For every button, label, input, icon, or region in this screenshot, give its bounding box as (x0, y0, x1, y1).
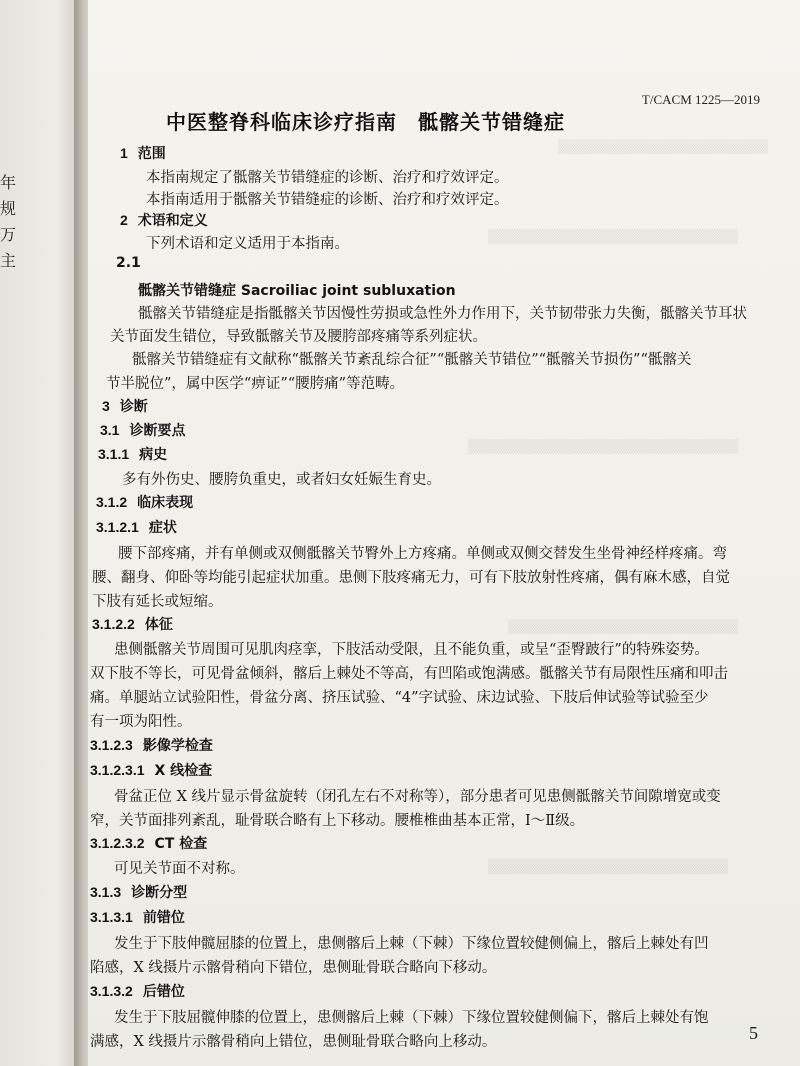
section-title: 术语和定义 (137, 213, 208, 229)
section-number: 1 (120, 145, 128, 161)
section-heading (102, 396, 148, 416)
section-title: 临床表现 (137, 495, 194, 511)
section-title: 症状 (148, 520, 177, 536)
section-heading (90, 882, 187, 902)
paragraph-line: 下肢有延长或短缩。 (92, 594, 223, 610)
left-edge-char: 规 (0, 199, 17, 218)
section-title: 体征 (144, 617, 173, 633)
section-number: 3.1.2.3.1 (90, 762, 145, 778)
section-number: 3.1.2.1 (96, 519, 139, 535)
paragraph-line: 关节面发生错位，导致骶髂关节及腰胯部疼痛等系列症状。 (110, 329, 487, 345)
left-page-edge-text (0, 170, 28, 274)
section-number: 3 (102, 398, 110, 414)
paragraph-line: 骨盆正位 X 线片显示骨盆旋转（闭孔左右不对称等），部分患者可见患侧骶髂关节间隙增宽或变 (114, 789, 721, 805)
section-heading (90, 735, 213, 755)
page-title: 中医整脊科临床诊疗指南 骶髂关节错缝症 (166, 110, 565, 134)
section-number: 3.1.3.2 (90, 983, 133, 999)
section-heading (90, 833, 207, 853)
left-edge-char: 年 (0, 173, 17, 192)
section-number: 3.1.2.2 (92, 616, 135, 632)
section-title: X 线检查 (154, 763, 213, 779)
bleed-through-texture: ▒▒▒▒▒▒▒▒▒▒▒▒▒▒▒▒▒▒▒▒▒▒▒▒▒ (488, 230, 738, 245)
section-heading (100, 420, 185, 440)
paragraph-line: 双下肢不等长，可见骨盆倾斜，髂后上棘处不等高，有凹陷或饱满感。骶髂关节有局限性压痛和叩击 (90, 666, 728, 682)
section-title: 范围 (137, 146, 166, 162)
section-heading (96, 492, 193, 512)
section-number: 3.1.2 (96, 494, 128, 510)
section-title: CT 检查 (154, 836, 208, 852)
paragraph-line: 可见关节面不对称。 (114, 861, 245, 877)
paragraph-line: 发生于下肢屈髋伸膝的位置上，患侧髂后上棘（下棘）下缘位置较健侧偏下，髂后上棘处有饱 (114, 1010, 709, 1026)
document-code: T/CACM 1225—2019 (641, 92, 760, 107)
paragraph-line: 窄，关节面排列紊乱，耻骨联合略有上下移动。腰椎椎曲基本正常，Ⅰ～Ⅱ级。 (90, 813, 585, 829)
page-number: 5 (749, 1023, 758, 1043)
section-title: 诊断要点 (129, 423, 186, 439)
paragraph-line: 腰下部疼痛，并有单侧或双侧骶髂关节臀外上方疼痛。单侧或双侧交替发生坐骨神经样疼痛。弯 (118, 546, 727, 562)
paragraph-line: 陷感，X 线摄片示髂骨稍向下错位，患侧耻骨联合略向下移动。 (90, 960, 497, 976)
section-title: 影像学检查 (142, 738, 213, 754)
paragraph-line: 多有外伤史、腰胯负重史，或者妇女妊娠生育史。 (122, 472, 441, 488)
section-heading (90, 760, 212, 780)
section-heading (96, 517, 177, 537)
section-title: 病史 (139, 447, 168, 463)
left-edge-char: 万 (0, 225, 17, 244)
paragraph-line: 发生于下肢伸髋屈膝的位置上，患侧髂后上棘（下棘）下缘位置较健侧偏上，髂后上棘处有凹 (114, 936, 709, 952)
section-number: 3.1 (100, 422, 120, 438)
bleed-through-texture: ▒▒▒▒▒▒▒▒▒▒▒▒▒▒▒▒▒▒▒▒▒ (558, 140, 768, 155)
bleed-through-texture: ▒▒▒▒▒▒▒▒▒▒▒▒▒▒▒▒▒▒▒▒▒▒▒▒ (488, 860, 728, 875)
section-number: 3.1.3 (90, 884, 122, 900)
section-heading (90, 981, 185, 1001)
section-number: 3.1.3.1 (90, 909, 133, 925)
bleed-through-texture: ▒▒▒▒▒▒▒▒▒▒▒▒▒▒▒▒▒▒▒▒▒▒▒ (508, 620, 738, 635)
section-heading (120, 143, 166, 163)
section-title: 后错位 (142, 984, 185, 1000)
paragraph-line: 本指南规定了骶髂关节错缝症的诊断、治疗和疗效评定。 (146, 170, 509, 186)
section-heading (120, 210, 208, 230)
term-heading: 骶髂关节错缝症 Sacroiliac joint subluxation (138, 283, 456, 299)
paragraph-line: 节半脱位”，属中医学“痹证”“腰胯痛”等范畴。 (106, 376, 405, 392)
section-number: 3.1.2.3 (90, 737, 133, 753)
section-heading (90, 907, 185, 927)
section-number: 2.1 (116, 255, 141, 271)
left-page (0, 0, 82, 1066)
section-number: 3.1.2.3.2 (90, 835, 145, 851)
document-page (88, 0, 800, 1066)
section-number: 2 (120, 212, 128, 228)
section-title: 诊断分型 (131, 885, 188, 901)
paragraph-line: 下列术语和定义适用于本指南。 (146, 236, 349, 252)
paragraph-line: 患侧骶髂关节周围可见肌肉痉挛，下肢活动受限，且不能负重，或呈“歪臀跛行”的特殊姿势。 (114, 642, 709, 658)
paragraph-line: 骶髂关节错缝症有文献称“骶髂关节紊乱综合征”“骶髂关节错位”“骶髂关节损伤”“骶髂关 (132, 352, 692, 368)
bleed-through-texture: ▒▒▒▒▒▒▒▒▒▒▒▒▒▒▒▒▒▒▒▒▒▒▒▒▒▒▒ (468, 440, 738, 455)
paragraph-line: 有一项为阳性。 (90, 714, 192, 730)
section-number: 3.1.1 (98, 446, 130, 462)
section-title: 诊断 (119, 399, 148, 415)
paragraph-line: 腰、翻身、仰卧等均能引起症状加重。患侧下肢疼痛无力，可有下肢放射性疼痛，偶有麻木感，自觉 (92, 570, 730, 586)
section-heading (92, 614, 173, 634)
paragraph-line: 满感，X 线摄片示髂骨稍向上错位，患侧耻骨联合略向上移动。 (90, 1034, 497, 1050)
paragraph-line: 本指南适用于骶髂关节错缝症的诊断、治疗和疗效评定。 (146, 192, 509, 208)
section-title: 前错位 (142, 910, 185, 926)
paragraph-line: 骶髂关节错缝症是指骶髂关节因慢性劳损或急性外力作用下，关节韧带张力失衡，骶髂关节耳状 (138, 306, 747, 322)
paragraph-line: 痛。单腿站立试验阳性，骨盆分离、挤压试验、“4”字试验、床边试验、下肢后伸试验等试验至少 (90, 690, 709, 706)
left-edge-char: 主 (0, 251, 17, 270)
section-heading (98, 444, 167, 464)
